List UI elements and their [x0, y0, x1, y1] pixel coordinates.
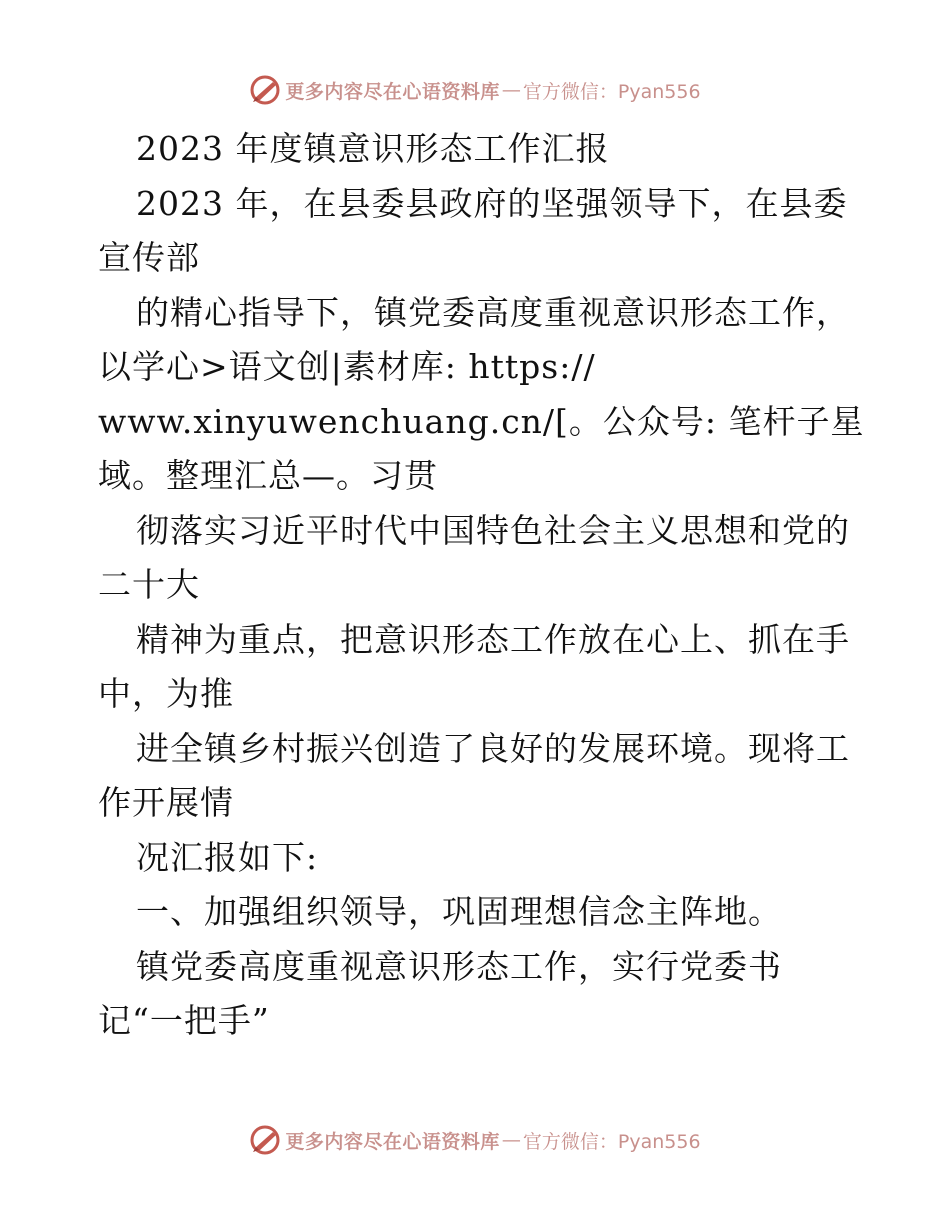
watermark-dash: — [501, 79, 521, 101]
doc-title: 2023 年度镇意识形态工作汇报 [136, 129, 610, 168]
section-heading: 一、加强组织领导，巩固理想信念主阵地。 [136, 892, 782, 931]
doc-line: 进全镇乡村振兴创造了良好的发展环境。现将工 [136, 728, 850, 768]
doc-line: 2023 年，在县委县政府的坚强领导下，在县委 [136, 183, 848, 223]
doc-line: 二十大 [98, 565, 200, 604]
doc-line: 的精心指导下，镇党委高度重视意识形态工作， [136, 292, 850, 332]
pen-logo-icon [249, 74, 281, 106]
watermark-text: 更多内容尽在心语资料库 [285, 1130, 500, 1153]
header-watermark [0, 70, 950, 110]
doc-line: 以学心>语文创|素材库: https:// [98, 347, 596, 386]
doc-line: www.xinyuwenchuang.cn/[。公众号: 笔杆子星 [98, 401, 865, 441]
pen-logo-icon [249, 1124, 281, 1156]
doc-line: 况汇报如下: [136, 837, 319, 877]
doc-line: 域。整理汇总—。习贯 [98, 456, 438, 495]
doc-line: 宣传部 [98, 238, 200, 277]
watermark-text: 更多内容尽在心语资料库 [285, 80, 500, 103]
doc-line: 精神为重点，把意识形态工作放在心上、抓在手 [136, 619, 850, 659]
doc-line: 中，为推 [98, 674, 234, 713]
doc-line: 记“一把手” [98, 1001, 270, 1040]
watermark-wechat: 官方微信：Pyan556 [522, 1130, 701, 1153]
doc-line: 彻落实习近平时代中国特色社会主义思想和党的 [136, 510, 850, 550]
doc-line: 镇党委高度重视意识形态工作，实行党委书 [136, 946, 782, 986]
document-body [98, 122, 868, 1049]
watermark-wechat: 官方微信：Pyan556 [522, 80, 701, 103]
doc-line: 作开展情 [98, 783, 234, 822]
watermark-dash: — [501, 1129, 521, 1151]
footer-watermark [0, 1120, 950, 1160]
